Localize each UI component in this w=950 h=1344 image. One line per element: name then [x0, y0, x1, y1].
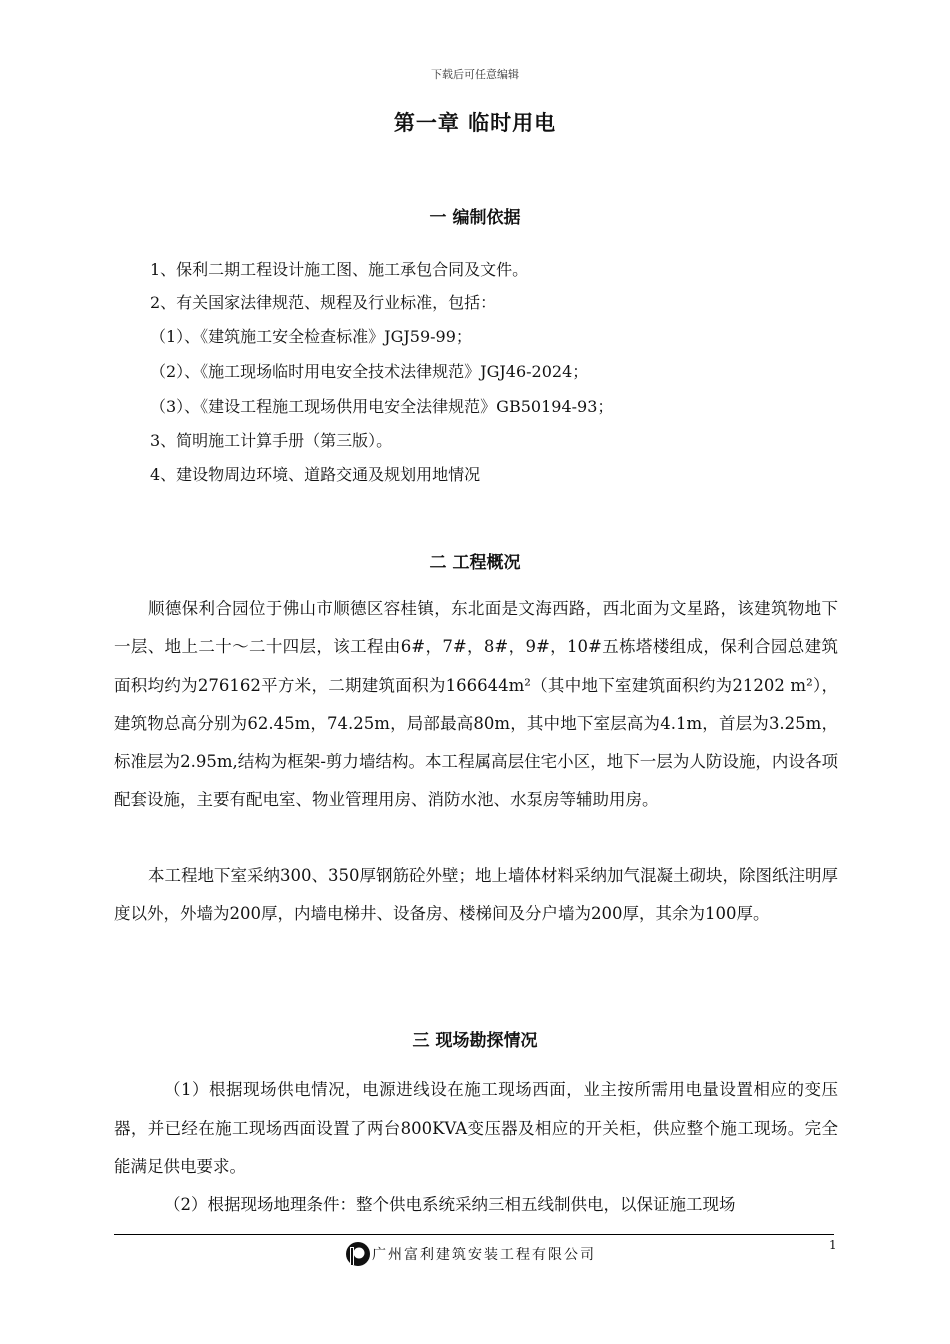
basis-item: 4、建设物周边环境、道路交通及规划用地情况 [150, 465, 481, 484]
download-note: 下载后可任意编辑 [431, 68, 519, 81]
overview-paragraph: 本工程地下室采纳300、350厚钢筋砼外壁；地上墙体材料采纳加气混凝土砌块，除图纸注明厚度以外，外墙为200厚，内墙电梯井、设备房、楼梯间及分户墙为200厚，其余为100厚。 [114, 866, 838, 924]
basis-item: （2）、《施工现场临时用电安全技术法律规范》JGJ46-2024； [150, 362, 589, 381]
survey-paragraph: （2）根据现场地理条件：整个供电系统采纳三相五线制供电，以保证施工现场 [164, 1195, 736, 1214]
section-heading-basis: 一 编制依据 [429, 208, 521, 228]
survey-paragraph: （1）根据现场供电情况，电源进线设在施工现场西面，业主按所需用电量设置相应的变压器，并已经在施工现场西面设置了两台800KVA变压器及相应的开关柜，供应整个施工现场。完全能满足供电要求。 [114, 1080, 838, 1176]
basis-item: （3）、《建设工程施工现场供用电安全法律规范》GB50194-93； [150, 397, 614, 416]
basis-item: 3、简明施工计算手册（第三版）。 [150, 431, 393, 450]
chapter-title: 第一章 临时用电 [393, 111, 557, 135]
basis-item: 2、有关国家法律规范、规程及行业标准，包括： [150, 293, 497, 312]
company-logo-icon [345, 1241, 371, 1267]
section-heading-overview: 二 工程概况 [429, 553, 521, 573]
section-heading-survey: 三 现场勘探情况 [412, 1031, 538, 1051]
page-number: 1 [829, 1238, 837, 1252]
overview-paragraph: 顺德保利合园位于佛山市顺德区容桂镇，东北面是文海西路，西北面为文星路，该建筑物地下一层、地上二十～二十四层，该工程由6#，7#，8#，9#，10#五栋塔楼组成，保利合园总建筑面积均约为276162平方米，二期建筑面积为166644m²（其中地下室建筑面积约为21202 m²），建筑物总高分别为62.45m，74.25m，局部最高80m，其中地下室层高为4.1m，首层为3.25m，标准层为2.95m,结构为框架-剪力墙结构。本工程属高层住宅小区，地下一层为人防设施，内设各项配套设施，主要有配电室、物业管理用房、消防水池、水泵房等辅助用房。 [114, 599, 838, 810]
basis-item: （1）、《建筑施工安全检查标准》JGJ59-99； [150, 327, 472, 346]
company-name: 广州富利建筑安装工程有限公司 [372, 1247, 596, 1263]
basis-item: 1、保利二期工程设计施工图、施工承包合同及文件。 [150, 260, 529, 279]
footer-divider [114, 1234, 834, 1235]
